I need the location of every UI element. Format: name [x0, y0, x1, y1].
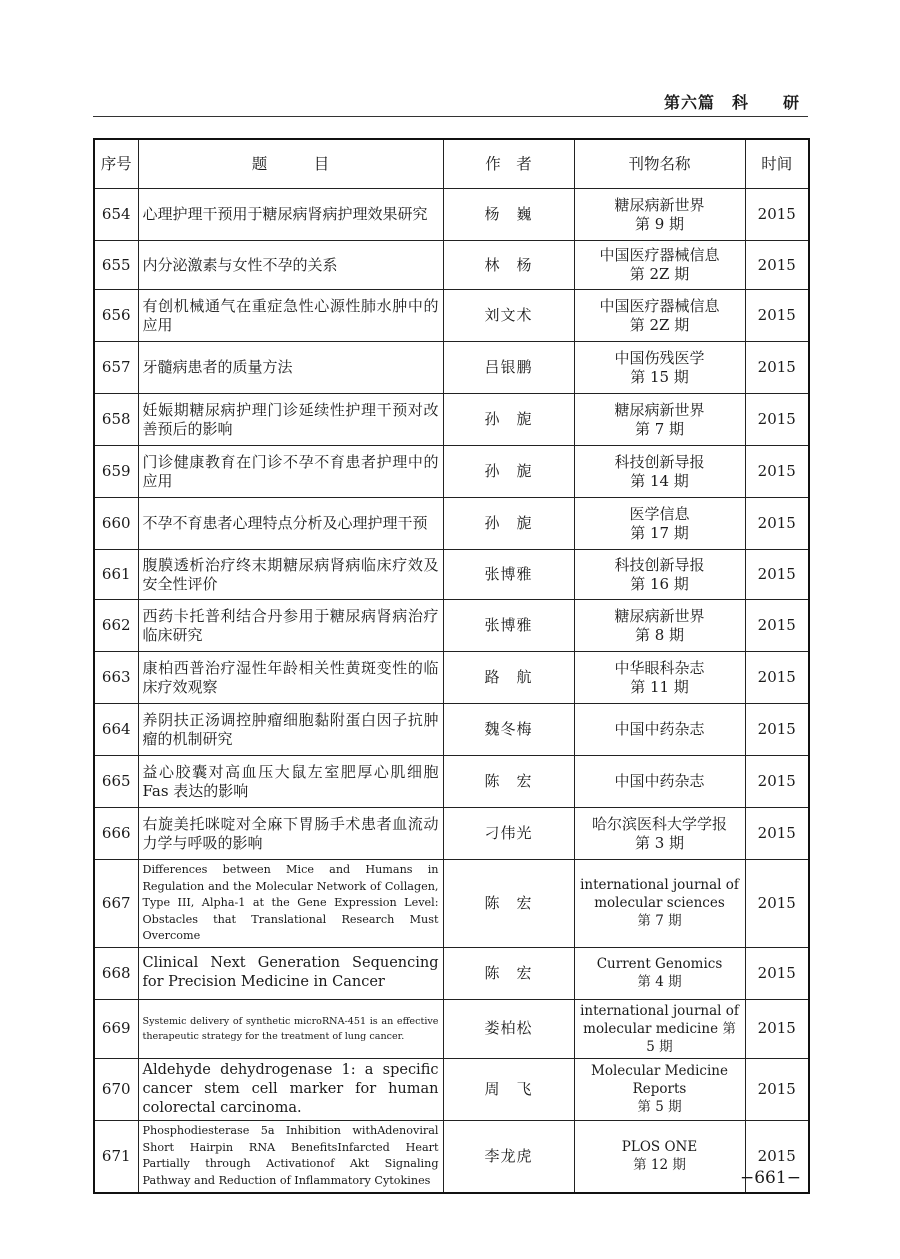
running-header [93, 88, 808, 117]
table-row [94, 652, 809, 704]
row-year: 2015 [745, 704, 809, 756]
row-author: 路 航 [443, 652, 574, 704]
row-number: 657 [94, 342, 138, 394]
row-journal [574, 756, 745, 808]
row-title: Aldehyde dehydrogenase 1: a specific cancer stem cell marker for human colorectal carcinoma. [138, 1058, 443, 1120]
row-year: 2015 [745, 756, 809, 808]
table-row [94, 1120, 809, 1193]
row-journal [574, 652, 745, 704]
journal-line: Molecular Medicine Reports [591, 1063, 728, 1097]
row-title: 门诊健康教育在门诊不孕不育患者护理中的应用 [138, 446, 443, 498]
table-row [94, 189, 809, 241]
row-year: 2015 [745, 241, 809, 290]
row-year: 2015 [745, 189, 809, 241]
journal-line: 糖尿病新世界 [614, 606, 705, 625]
column-header-number: 序号 [94, 139, 138, 189]
row-year: 2015 [745, 446, 809, 498]
row-year: 2015 [745, 342, 809, 394]
journal-line: Current Genomics [596, 956, 723, 972]
row-title: 腹膜透析治疗终末期糖尿病肾病临床疗效及安全性评价 [138, 550, 443, 600]
row-author: 娄柏松 [443, 999, 574, 1058]
journal-line: 中国中药杂志 [614, 720, 705, 738]
row-title: 养阴扶正汤调控肿瘤细胞黏附蛋白因子抗肿瘤的机制研究 [138, 704, 443, 756]
row-author: 吕银鹏 [443, 342, 574, 394]
journal-line: molecular sciences [594, 895, 725, 912]
journal-line: 第 14 期 [630, 471, 689, 490]
row-number: 669 [94, 999, 138, 1058]
table-row [94, 999, 809, 1058]
row-number: 660 [94, 498, 138, 550]
row-number: 658 [94, 394, 138, 446]
row-title: 有创机械通气在重症急性心源性肺水肿中的应用 [138, 290, 443, 342]
row-journal [574, 290, 745, 342]
row-number: 664 [94, 704, 138, 756]
row-title: 心理护理干预用于糖尿病肾病护理效果研究 [138, 189, 443, 241]
row-title: 右旋美托咪啶对全麻下胃肠手术患者血流动力学与呼吸的影响 [138, 808, 443, 860]
row-author: 陈 宏 [443, 947, 574, 999]
row-number: 656 [94, 290, 138, 342]
column-header-year: 时间 [745, 139, 809, 189]
row-author: 陈 宏 [443, 756, 574, 808]
row-title: 康柏西普治疗湿性年龄相关性黄斑变性的临床疗效观察 [138, 652, 443, 704]
table-row [94, 550, 809, 600]
journal-line: international journal of [580, 1002, 739, 1019]
journal-line: 第 11 期 [630, 677, 689, 696]
journal-line: 哈尔滨医科大学学报 [591, 814, 727, 833]
column-header-journal: 刊物名称 [574, 139, 745, 189]
row-journal [574, 394, 745, 446]
table-row [94, 446, 809, 498]
table-row [94, 860, 809, 948]
journal-line: molecular medicine 第 5 期 [583, 1020, 736, 1055]
row-year: 2015 [745, 652, 809, 704]
journal-line: 中国中药杂志 [614, 772, 705, 790]
row-title: 益心胶囊对高血压大鼠左室肥厚心肌细胞 Fas 表达的影响 [138, 756, 443, 808]
journal-line: 中华眼科杂志 [614, 658, 705, 677]
row-number: 668 [94, 947, 138, 999]
column-header-title: 题 目 [138, 139, 443, 189]
row-title: Clinical Next Generation Sequencing for Precision Medicine in Cancer [138, 947, 443, 999]
row-number: 655 [94, 241, 138, 290]
journal-line: 第 4 期 [637, 974, 682, 990]
row-author: 孙 旎 [443, 498, 574, 550]
row-year: 2015 [745, 290, 809, 342]
row-author: 周 飞 [443, 1058, 574, 1120]
journal-line: 第 2Z 期 [629, 315, 690, 334]
column-header-author: 作 者 [443, 139, 574, 189]
row-year: 2015 [745, 600, 809, 652]
row-author: 刁伟光 [443, 808, 574, 860]
publications-table [93, 138, 810, 1194]
table-row [94, 290, 809, 342]
table-row [94, 342, 809, 394]
row-author: 孙 旎 [443, 394, 574, 446]
row-author: 张博雅 [443, 550, 574, 600]
row-author: 张博雅 [443, 600, 574, 652]
row-journal [574, 947, 745, 999]
row-author: 杨 巍 [443, 189, 574, 241]
journal-line: 中国医疗器械信息 [599, 246, 720, 264]
row-number: 654 [94, 189, 138, 241]
row-journal [574, 550, 745, 600]
journal-line: 医学信息 [629, 504, 690, 523]
table-row [94, 600, 809, 652]
row-title: 妊娠期糖尿病护理门诊延续性护理干预对改善预后的影响 [138, 394, 443, 446]
row-number: 670 [94, 1058, 138, 1120]
row-number: 663 [94, 652, 138, 704]
row-journal [574, 808, 745, 860]
journal-line: 第 8 期 [634, 625, 685, 644]
journal-line: 第 9 期 [634, 214, 685, 233]
row-journal [574, 600, 745, 652]
table-row [94, 704, 809, 756]
row-number: 659 [94, 446, 138, 498]
journal-line: 第 7 期 [634, 419, 685, 438]
journal-line: 第 15 期 [630, 367, 689, 386]
row-year: 2015 [745, 947, 809, 999]
row-author: 李龙虎 [443, 1120, 574, 1193]
row-title: Systemic delivery of synthetic microRNA-451 is an effective therapeutic strategy for the treatment of lung cancer. [138, 999, 443, 1058]
row-year: 2015 [745, 498, 809, 550]
row-number: 661 [94, 550, 138, 600]
journal-line: international journal of [580, 877, 739, 894]
journal-line: 中国医疗器械信息 [599, 296, 720, 315]
row-journal [574, 342, 745, 394]
journal-line: 中国伤残医学 [614, 348, 705, 367]
row-journal [574, 999, 745, 1058]
row-journal [574, 704, 745, 756]
row-year: 2015 [745, 1058, 809, 1120]
row-number: 666 [94, 808, 138, 860]
journal-line: 第 2Z 期 [629, 265, 690, 283]
row-title: 不孕不育患者心理特点分析及心理护理干预 [138, 498, 443, 550]
table-row [94, 756, 809, 808]
row-title: 牙髓病患者的质量方法 [138, 342, 443, 394]
row-year: 2015 [745, 860, 809, 948]
row-number: 662 [94, 600, 138, 652]
row-journal [574, 446, 745, 498]
row-author: 孙 旎 [443, 446, 574, 498]
row-year: 2015 [745, 394, 809, 446]
row-title: 西药卡托普利结合丹参用于糖尿病肾病治疗临床研究 [138, 600, 443, 652]
journal-line: 第 3 期 [634, 833, 685, 852]
row-journal [574, 189, 745, 241]
journal-line: 第 7 期 [637, 913, 682, 930]
row-journal [574, 860, 745, 948]
section-title: 第六篇 科 研 [663, 93, 800, 112]
table-row [94, 1058, 809, 1120]
row-author: 刘文术 [443, 290, 574, 342]
table-row [94, 808, 809, 860]
journal-line: 第 17 期 [630, 523, 689, 542]
row-title: Phosphodiesterase 5a Inhibition withAdenoviral Short Hairpin RNA BenefitsInfarcted Heart Partially through Activationof Akt Signaling Pathway and Reduction of Inflammatory Cytokines [138, 1120, 443, 1193]
table-row [94, 947, 809, 999]
journal-line: 科技创新导报 [614, 555, 705, 574]
row-title: Differences between Mice and Humans in Regulation and the Molecular Network of Collagen, Type III, Alpha-1 at the Gene Expression Level: Obstacles that Translational Research Must Overcome [138, 860, 443, 948]
row-year: 2015 [745, 808, 809, 860]
journal-line: 科技创新导报 [614, 452, 705, 471]
row-journal [574, 241, 745, 290]
page-number: −661− [740, 1168, 801, 1188]
row-number: 667 [94, 860, 138, 948]
journal-line: 第 12 期 [633, 1157, 686, 1174]
row-number: 665 [94, 756, 138, 808]
journal-line: 第 5 期 [637, 1099, 682, 1115]
row-author: 陈 宏 [443, 860, 574, 948]
table-row [94, 498, 809, 550]
row-journal [574, 498, 745, 550]
journal-line: 糖尿病新世界 [614, 400, 705, 419]
row-journal [574, 1120, 745, 1193]
row-year: 2015 [745, 1120, 809, 1193]
row-year: 2015 [745, 550, 809, 600]
row-author: 林 杨 [443, 241, 574, 290]
journal-line: PLOS ONE [621, 1139, 698, 1156]
row-journal [574, 1058, 745, 1120]
row-title: 内分泌激素与女性不孕的关系 [138, 241, 443, 290]
journal-line: 第 16 期 [630, 574, 689, 593]
row-number: 671 [94, 1120, 138, 1193]
row-year: 2015 [745, 999, 809, 1058]
row-author: 魏冬梅 [443, 704, 574, 756]
table-body [94, 189, 809, 1194]
table-row [94, 394, 809, 446]
table-row [94, 241, 809, 290]
journal-line: 糖尿病新世界 [614, 195, 705, 214]
table-header-row [94, 139, 809, 189]
